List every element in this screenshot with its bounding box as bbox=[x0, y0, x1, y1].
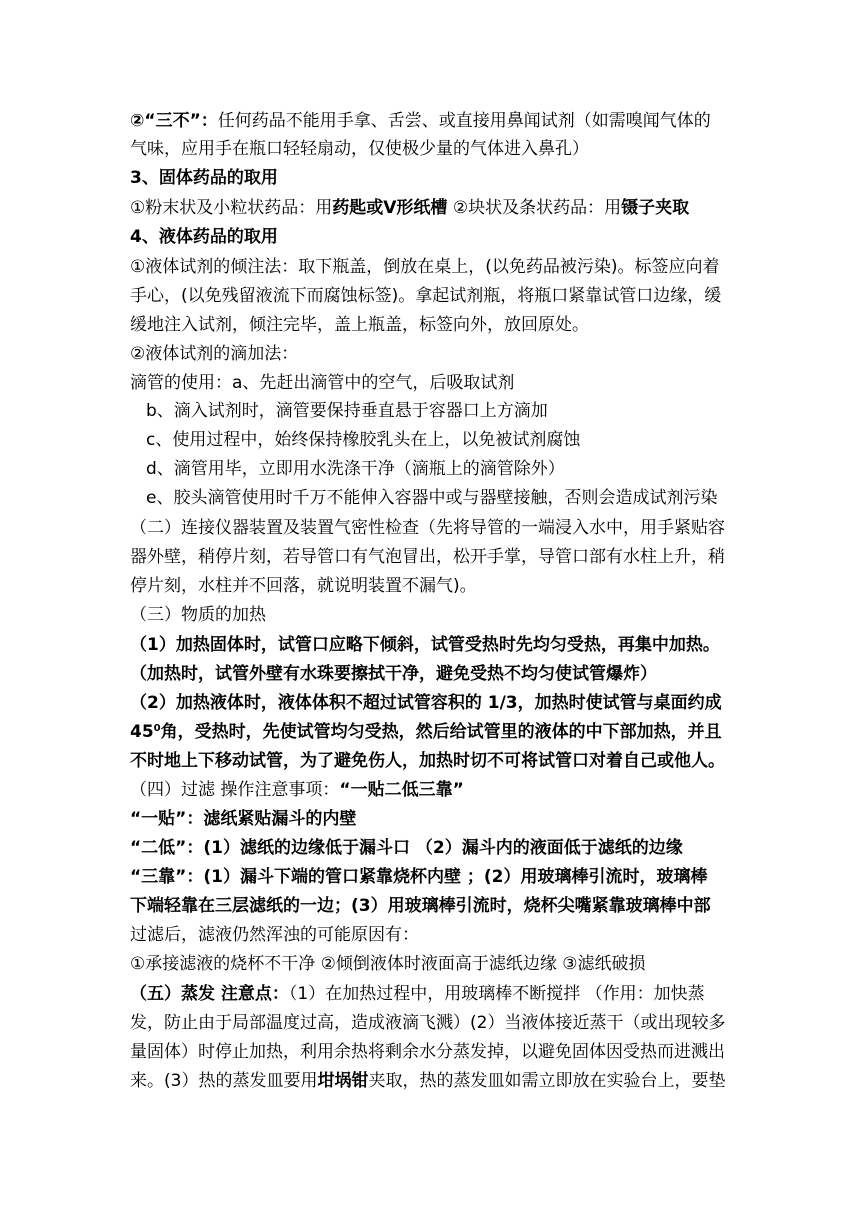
text-line bbox=[130, 314, 589, 336]
text-segment: 角，受热时，先使试管均匀受热，然后给试管里的液体的中下部加热，并且 bbox=[160, 722, 722, 742]
text-segment: 器外壁，稍停片刻，若导管口有气泡冒出，松开手掌，导管口部有水柱上升，稍 bbox=[130, 547, 725, 567]
text-segment: 停片刻，水柱并不回落，就说明装置不漏气)。 bbox=[130, 576, 477, 596]
text-line bbox=[130, 663, 657, 685]
text-line bbox=[130, 372, 514, 394]
text-segment: ①粉末状及小粒状药品：用 bbox=[130, 198, 333, 218]
text-segment: 手心，(以免残留液流下而腐蚀标签)。拿起试剂瓶，将瓶口紧靠试管口边缘，缓 bbox=[130, 286, 722, 306]
text-segment: 镊子夹取 bbox=[621, 198, 690, 218]
text-segment: 4、液体药品的取用 bbox=[130, 227, 278, 247]
text-line bbox=[130, 779, 464, 801]
text-segment: （2）加热液体时，液体体积不超过试管容积的 1/3，加热时使试管与桌面约成 bbox=[130, 693, 722, 713]
text-line bbox=[130, 924, 419, 946]
text-segment: （1）加热固体时，试管口应略下倾斜，试管受热时先均匀受热，再集中加热。 bbox=[130, 635, 720, 655]
text-segment: （二）连接仪器装置及装置气密性检查（先将导管的一端浸入水中，用手紧贴容 bbox=[130, 518, 725, 538]
text-line bbox=[130, 953, 646, 975]
text-line bbox=[130, 692, 722, 714]
text-segment: （加热时，试管外壁有水珠要擦拭干净，避免受热不均匀使试管爆炸） bbox=[130, 664, 657, 684]
text-segment: “三靠”：(1）漏斗下端的管口紧靠烧杯内壁 ；(2）用玻璃棒引流时，玻璃棒 bbox=[130, 867, 708, 887]
text-line bbox=[130, 1012, 725, 1034]
text-line bbox=[146, 487, 717, 509]
text-line bbox=[130, 167, 278, 189]
text-segment: 滴管的使用：a、先赶出滴管中的空气，后吸取试剂 bbox=[130, 373, 515, 393]
text-line bbox=[130, 256, 720, 278]
text-segment: 3、固体药品的取用 bbox=[130, 168, 278, 188]
text-line bbox=[130, 575, 477, 597]
text-segment: 量固体）时停止加热，利用余热将剩余水分蒸发掉，以避免固体因受热而进溅出 bbox=[130, 1042, 725, 1062]
text-line bbox=[130, 343, 298, 365]
text-line bbox=[130, 517, 725, 539]
text-segment: 0 bbox=[153, 723, 161, 734]
text-line bbox=[130, 138, 589, 160]
text-segment: 不时地上下移动试管，为了避免伤人，加热时切不可将试管口对着自己或他人。 bbox=[130, 751, 725, 771]
text-line bbox=[130, 750, 725, 772]
text-segment: 药匙或Ⅴ形纸槽 bbox=[332, 198, 448, 218]
text-segment: “一贴二低三靠” bbox=[339, 780, 464, 800]
text-line bbox=[130, 197, 689, 219]
text-line bbox=[130, 285, 721, 307]
text-segment: 坩埚钳 bbox=[317, 1071, 369, 1091]
text-line bbox=[130, 634, 720, 656]
text-segment: 过滤后，滤液仍然浑浊的可能原因有： bbox=[130, 925, 419, 945]
text-line bbox=[130, 895, 711, 917]
text-segment: （五）蒸发 注意点： bbox=[130, 984, 289, 1004]
text-segment: 来。(3）热的蒸发皿要用 bbox=[130, 1071, 318, 1091]
text-line bbox=[130, 110, 711, 132]
text-segment: 任何药品不能用手拿、舌尝、或直接用鼻闻试剂（如需嗅闻气体的 bbox=[217, 111, 711, 131]
text-line bbox=[130, 1041, 725, 1063]
text-line bbox=[130, 837, 683, 859]
text-line bbox=[130, 808, 356, 830]
text-segment: 下端轻靠在三层滤纸的一边；(3）用玻璃棒引流时，烧杯尖嘴紧靠玻璃棒中部 bbox=[130, 896, 711, 916]
text-segment: （三）物质的加热 bbox=[130, 605, 266, 625]
text-line bbox=[146, 400, 548, 422]
text-line bbox=[130, 604, 266, 626]
text-line bbox=[130, 226, 278, 248]
text-segment: e、胶头滴管使用时千万不能伸入容器中或与器壁接触，否则会造成试剂污染 bbox=[146, 488, 718, 508]
text-segment: ①液体试剂的倾注法：取下瓶盖，倒放在桌上，(以免药品被污染)。标签应向着 bbox=[130, 257, 720, 277]
text-line bbox=[130, 1070, 725, 1092]
text-segment: ②液体试剂的滴加法： bbox=[130, 344, 299, 364]
text-segment: ②“三不”： bbox=[130, 111, 218, 131]
text-segment: “一贴”：滤纸紧贴漏斗的内壁 bbox=[130, 809, 357, 829]
text-segment: （四）过滤 操作注意事项： bbox=[130, 780, 340, 800]
text-line bbox=[146, 458, 565, 480]
text-segment: “二低”：(1）滤纸的边缘低于漏斗口 （2）漏斗内的液面低于滤纸的边缘 bbox=[130, 838, 683, 858]
text-segment: 缓地注入试剂，倾注完毕，盖上瓶盖，标签向外，放回原处。 bbox=[130, 315, 589, 335]
text-segment: 夹取，热的蒸发皿如需立即放在实验台上，要垫 bbox=[368, 1071, 726, 1091]
text-segment: 气味，应用手在瓶口轻轻扇动，仅使极少量的气体进入鼻孔） bbox=[130, 139, 589, 159]
text-segment: 45 bbox=[130, 722, 154, 742]
text-line bbox=[130, 983, 705, 1005]
text-segment: （1）在加热过程中，用玻璃棒不断搅拌 （作用：加快蒸 bbox=[288, 984, 705, 1004]
text-segment: ①承接滤液的烧杯不干净 ②倾倒液体时液面高于滤纸边缘 ③滤纸破损 bbox=[130, 954, 646, 974]
text-line bbox=[130, 721, 722, 743]
text-segment: d、滴管用毕，立即用水洗涤干净（滴瓶上的滴管除外） bbox=[146, 459, 565, 479]
text-segment: b、滴入试剂时，滴管要保持垂直悬于容器口上方滴加 bbox=[146, 401, 548, 421]
text-line bbox=[146, 429, 580, 451]
text-segment: 发，防止由于局部温度过高，造成液滴飞溅）(2）当液体接近蒸干（或出现较多 bbox=[130, 1013, 726, 1033]
text-line bbox=[130, 866, 707, 888]
text-line bbox=[130, 546, 725, 568]
text-segment: ②块状及条状药品：用 bbox=[447, 198, 622, 218]
text-segment: c、使用过程中，始终保持橡胶乳头在上，以免被试剂腐蚀 bbox=[146, 430, 581, 450]
